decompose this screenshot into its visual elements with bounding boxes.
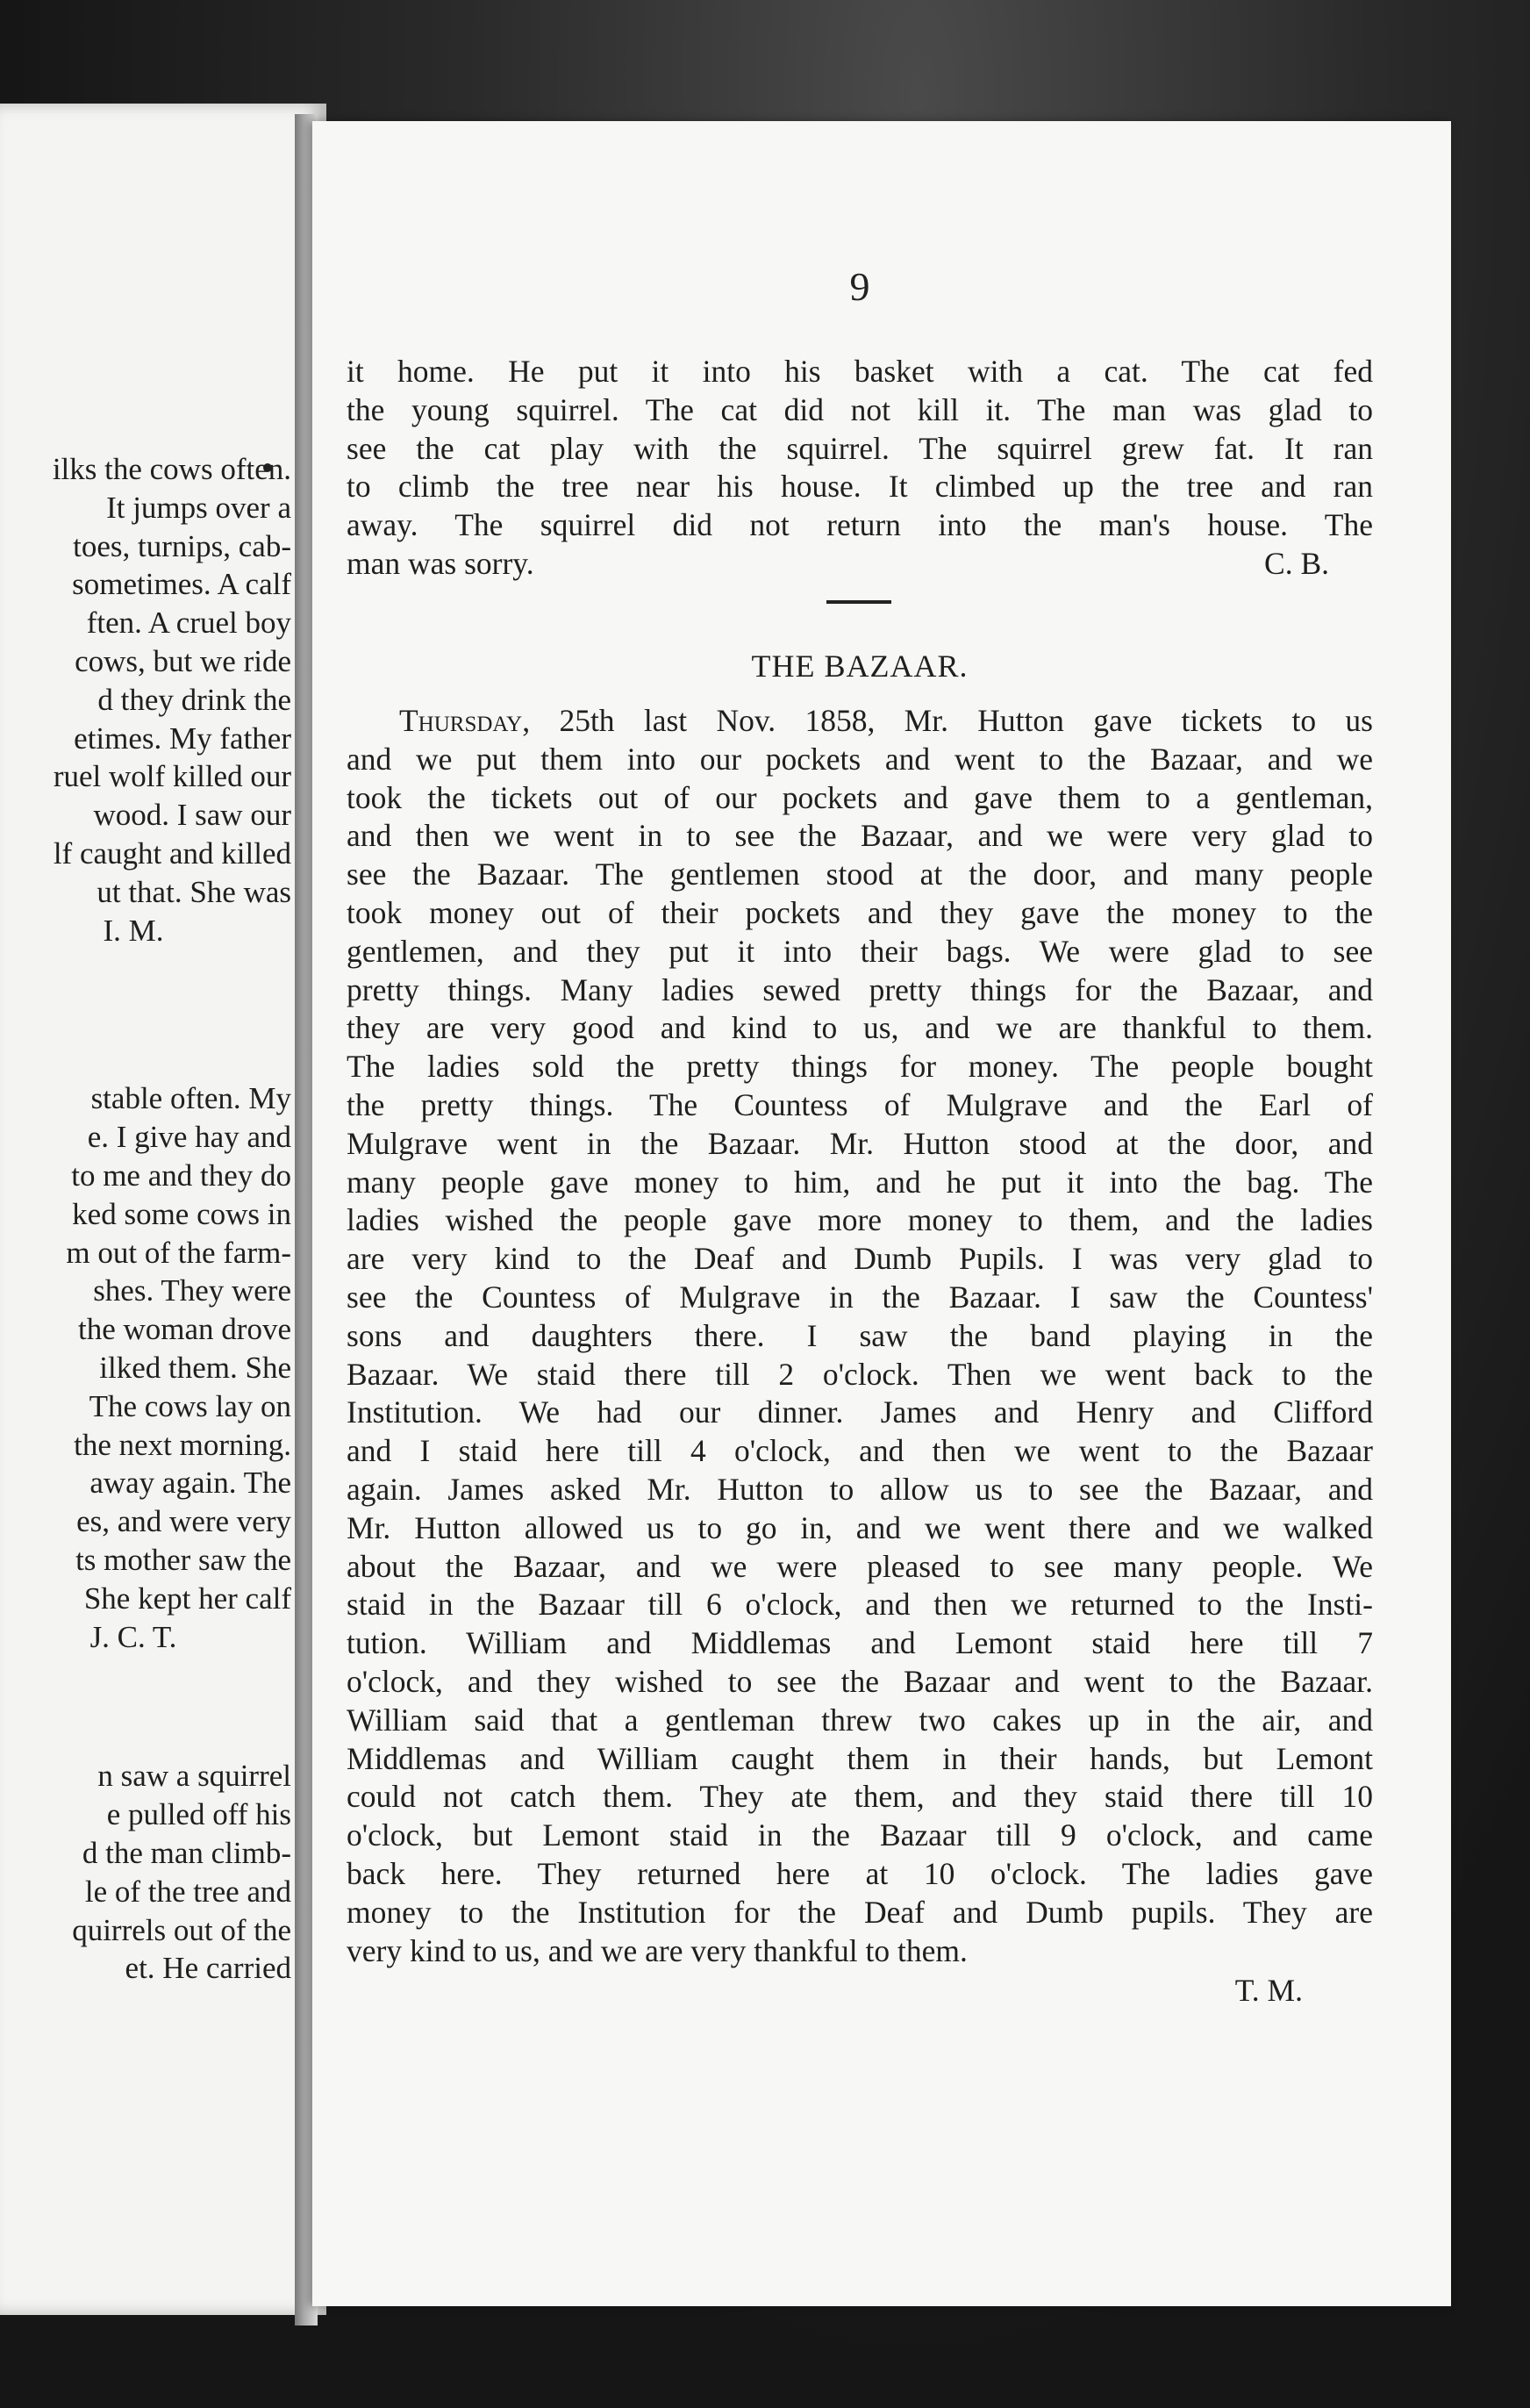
story-line: the young squirrel. The cat did not kill it. The man was glad to (347, 391, 1373, 427)
article-line: ladies wished the people gave more money to them, and the ladies (347, 1202, 1373, 1238)
left-line: cows, but we ride (75, 643, 291, 678)
spacer (0, 104, 291, 450)
left-line: m out of the farm- (66, 1235, 291, 1270)
article-line: pretty things. Many ladies sewed pretty things for the Bazaar, and (347, 971, 1373, 1007)
article-heading: THE BAZAAR. (751, 649, 969, 684)
story-line: to climb the tree near his house. It climbed up the tree and ran (347, 469, 1373, 505)
left-line: to me and they do (71, 1157, 291, 1193)
left-signature: I. M. (103, 913, 164, 948)
top-story (347, 353, 1373, 584)
left-line: She kept her calf (83, 1580, 291, 1616)
left-line: ked some cows in (72, 1196, 291, 1231)
article-line: about the Bazaar, and we were pleased to see many people. We (347, 1548, 1373, 1584)
left-line: et. He carried (125, 1951, 291, 1986)
left-line: ilks the cows often. (52, 452, 291, 486)
article-line: and I staid here till 4 o'clock, and then we went to the Bazaar (347, 1433, 1373, 1469)
spacer (0, 950, 291, 1079)
left-line: sometimes. A calf (72, 567, 291, 602)
left-page-text (0, 104, 291, 1988)
left-line: n saw a squirrel (97, 1759, 291, 1794)
left-line: ilked them. She (99, 1350, 291, 1385)
left-line: d the man climb- (82, 1835, 291, 1870)
article-line: o'clock, and they wished to see the Bazaar and went to the Bazaar. (347, 1663, 1373, 1699)
article-first-line-text: 25th last Nov. 1858, Mr. Hutton gave tickets to us (559, 703, 1373, 738)
page-number: 9 (849, 264, 870, 309)
article-line: o'clock, but Lemont staid in the Bazaar till 9 o'clock, and came (347, 1817, 1373, 1853)
article-line: could not catch them. They ate them, and they staid there till 10 (347, 1779, 1373, 1815)
article-line: Bazaar. We staid there till 2 o'clock. Then we went back to the (347, 1356, 1373, 1392)
left-line: ften. A cruel boy (86, 606, 291, 641)
left-line: lf caught and killed (53, 835, 291, 871)
story-line: see the cat play with the squirrel. The squirrel grew fat. It ran (347, 430, 1373, 466)
article-line: William said that a gentleman threw two cakes up in the air, and (347, 1702, 1373, 1738)
story-last-row (347, 545, 1373, 584)
article-line: gentlemen, and they put it into their bags. We were glad to see (347, 933, 1373, 969)
article-first-word: Thursday, (399, 703, 531, 738)
article-line: many people gave money to him, and he put it into the bag. The (347, 1164, 1373, 1200)
story-last-line: man was sorry. (347, 545, 534, 581)
section-divider (826, 600, 891, 604)
left-line: It jumps over a (106, 490, 291, 525)
left-line: away again. The (89, 1466, 291, 1501)
left-line: le of the tree and (84, 1874, 291, 1909)
left-line: toes, turnips, cab- (73, 528, 291, 563)
article-line: Institution. We had our dinner. James and Henry and Clifford (347, 1394, 1373, 1430)
left-line: wood. I saw our (93, 798, 291, 833)
left-line: the next morning. (74, 1427, 291, 1462)
article-line: tution. William and Middlemas and Lemont staid here till 7 (347, 1625, 1373, 1661)
article-line: Middlemas and William caught them in their hands, but Lemont (347, 1740, 1373, 1776)
article-line: they are very good and kind to us, and we are thankful to them. (347, 1010, 1373, 1046)
left-line: ts mother saw the (75, 1542, 291, 1577)
left-line: ruel wolf killed our (53, 759, 291, 794)
left-line: stable often. My (90, 1081, 291, 1116)
article-first-line (347, 702, 1373, 741)
article-line: see the Countess of Mulgrave in the Bazaar. I saw the Countess' (347, 1279, 1373, 1315)
article-line: sons and daughters there. I saw the band playing in the (347, 1317, 1373, 1353)
article-line: are very kind to the Deaf and Dumb Pupils. I was very glad to (347, 1241, 1373, 1277)
article-line: back here. They returned here at 10 o'clock. The ladies gave (347, 1855, 1373, 1891)
article-line: see the Bazaar. The gentlemen stood at the door, and many people (347, 856, 1373, 892)
story-signature: C. B. (1264, 545, 1329, 581)
article-signature: T. M. (1234, 1973, 1303, 2009)
left-line: etimes. My father (74, 720, 291, 756)
left-line: shes. They were (93, 1273, 291, 1308)
article-body (347, 702, 1373, 2010)
left-line: quirrels out of the (72, 1912, 291, 1947)
article-line: again. James asked Mr. Hutton to allow us to see the Bazaar, and (347, 1471, 1373, 1507)
left-line: ut that. She was (97, 874, 291, 909)
article-line: The ladies sold the pretty things for money. The people bought (347, 1049, 1373, 1085)
article-line: and we put them into our pockets and went to the Bazaar, and we (347, 741, 1373, 777)
article-line: staid in the Bazaar till 6 o'clock, and then we returned to the Insti- (347, 1587, 1373, 1623)
left-line: es, and were very (76, 1504, 291, 1539)
left-line: the woman drove (78, 1312, 291, 1347)
article-line: the pretty things. The Countess of Mulgrave and the Earl of (347, 1086, 1373, 1122)
spacer (0, 1656, 291, 1757)
left-line: d they drink the (97, 682, 291, 717)
article-last-line: very kind to us, and we are very thankful to them. (347, 1932, 968, 1968)
article-line: Mr. Hutton allowed us to go in, and we went there and we walked (347, 1509, 1373, 1545)
left-line: e pulled off his (106, 1797, 291, 1832)
story-line: away. The squirrel did not return into the man's house. The (347, 507, 1373, 543)
story-line: it home. He put it into his basket with a cat. The cat fed (347, 354, 1373, 389)
article-line: took money out of their pockets and they gave the money to the (347, 894, 1373, 930)
left-signature: J. C. T. (89, 1619, 177, 1654)
left-line: The cows lay on (89, 1388, 291, 1423)
article-line: Mulgrave went in the Bazaar. Mr. Hutton stood at the door, and (347, 1125, 1373, 1161)
left-facing-page (0, 104, 326, 2315)
article-line: money to the Institution for the Deaf and Dumb pupils. They are (347, 1894, 1373, 1930)
article-line: took the tickets out of our pockets and gave them to a gentleman, (347, 779, 1373, 815)
article-line: and then we went in to see the Bazaar, and we were very glad to (347, 818, 1373, 854)
left-line: e. I give hay and (87, 1120, 291, 1155)
